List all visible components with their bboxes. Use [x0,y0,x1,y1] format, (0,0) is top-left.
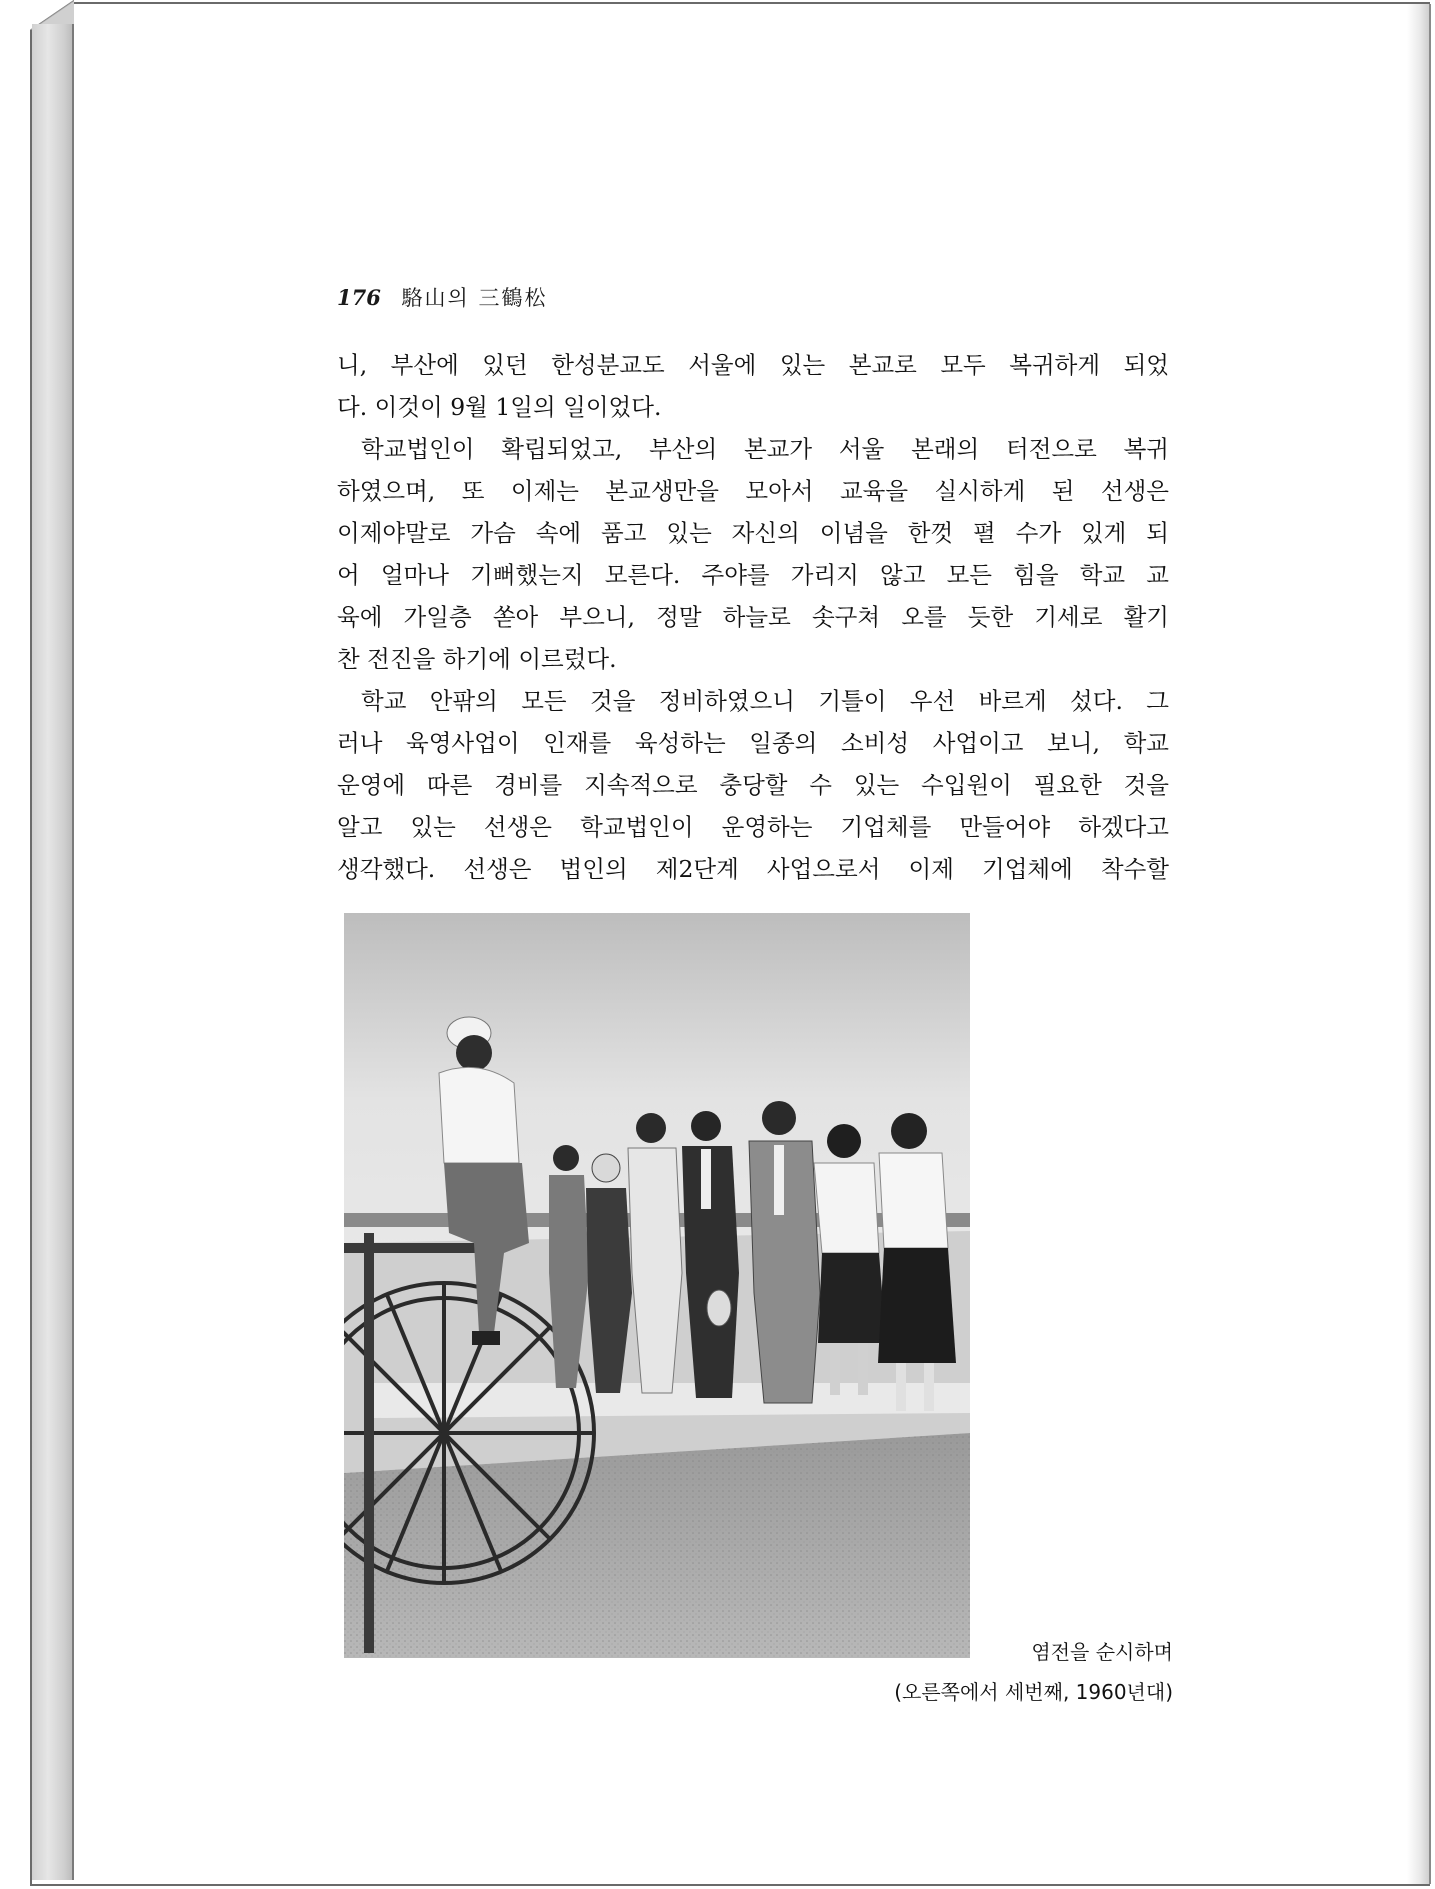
page-edge-shadow [1407,4,1429,1884]
text-line: 니, 부산에 있던 한성분교도 서울에 있는 본교로 모두 복귀하게 되었 [337,351,1169,379]
salt-field-photo [344,913,970,1658]
text-line: 다. 이것이 9월 1일의 일이었다. [337,393,662,421]
text-line: 학교법인이 확립되었고, 부산의 본교가 서울 본래의 터전으로 복귀 [361,435,1169,463]
text-line: 알고 있는 선생은 학교법인이 운영하는 기업체를 만들어야 하겠다고 [337,813,1169,841]
text-line: 생각했다. 선생은 법인의 제2단계 사업으로서 이제 기업체에 착수할 [337,855,1169,883]
caption-line-2: (오른쪽에서 세번째, 1960년대) [894,1680,1173,1704]
running-head [337,282,548,312]
text-line: 이제야말로 가슴 속에 품고 있는 자신의 이념을 한껏 펼 수가 있게 되 [337,519,1169,547]
photo-caption [894,1632,1173,1712]
text-line: 찬 전진을 하기에 이르렀다. [337,645,617,673]
text-line: 하였으며, 또 이제는 본교생만을 모아서 교육을 실시하게 된 선생은 [337,477,1169,505]
book-title: 駱山의 三鶴松 [401,286,548,310]
page-edge-line [1429,4,1431,1884]
text-line: 어 얼마나 기뻐했는지 모른다. 주야를 가리지 않고 모든 힘을 학교 교 [337,561,1169,589]
book-spine [32,24,74,1880]
text-line: 학교 안팎의 모든 것을 정비하였으니 기틀이 우선 바르게 섰다. 그 [361,687,1169,715]
text-line: 운영에 따른 경비를 지속적으로 충당할 수 있는 수입원이 필요한 것을 [337,771,1169,799]
caption-line-1: 염전을 순시하며 [1031,1640,1173,1664]
text-line: 러나 육영사업이 인재를 육성하는 일종의 소비성 사업이고 보니, 학교 [337,729,1169,757]
page-number: 176 [337,285,381,310]
text-line: 육에 가일층 쏟아 부으니, 정말 하늘로 솟구쳐 오를 듯한 기세로 활기 [337,603,1169,631]
body-text [337,344,1169,890]
